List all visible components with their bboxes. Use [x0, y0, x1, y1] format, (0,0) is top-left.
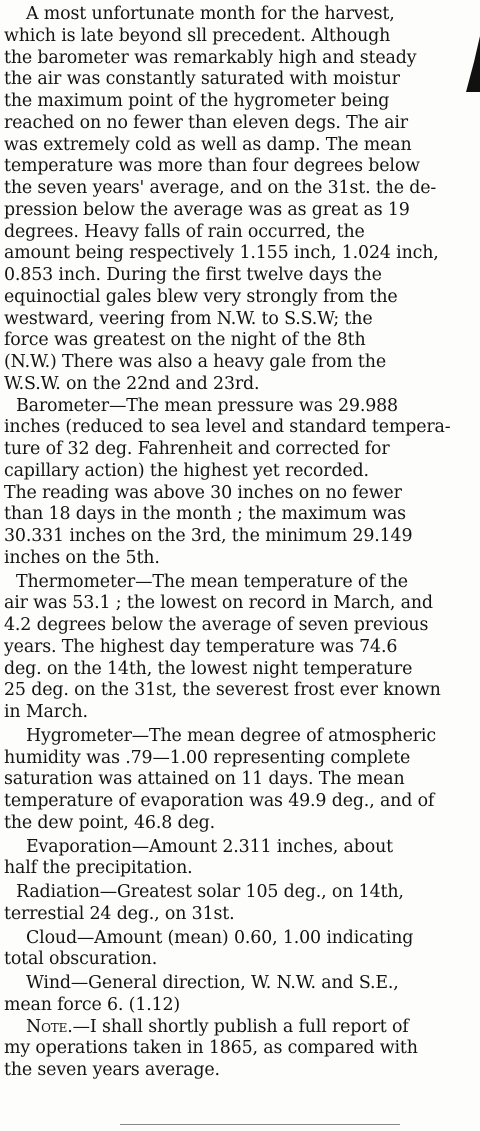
text-line: Thermometer—The mean temperature of the — [16, 571, 408, 592]
text-line: Cloud—Amount (mean) 0.60, 1.00 indicating — [26, 927, 414, 948]
text-line: which is late beyond sll precedent. Although — [4, 25, 391, 46]
text-line: Hygrometer—The mean degree of atmospheric — [26, 725, 436, 746]
text-line: amount being respectively 1.155 inch, 1.024 inch, — [4, 243, 439, 264]
evaporation-paragraph — [4, 837, 474, 881]
text-line: air was 53.1 ; the lowest on record in March, and — [4, 593, 433, 614]
text-line: capillary action) the highest yet recorded. — [4, 460, 369, 481]
text-line: 30.331 inches on the 3rd, the minimum 29.149 — [4, 526, 413, 546]
text-line: ture of 32 deg. Fahrenheit and corrected for — [4, 439, 390, 459]
text-line: The reading was above 30 inches on no fewer — [4, 482, 402, 503]
text-line: pression below the average was as great as 19 — [4, 199, 410, 220]
text-line: the air was constantly saturated with moistur — [4, 69, 400, 90]
text-line: 0.853 inch. During the first twelve days the — [4, 265, 382, 285]
text-line: inches (reduced to sea level and standard tempera- — [4, 417, 451, 438]
note-paragraph — [4, 1017, 474, 1082]
text-line: A most unfortunate month for the harvest, — [26, 4, 395, 24]
text-line: Radiation—Greatest solar 105 deg., on 14th, — [16, 882, 404, 902]
text-line: the seven years' average, and on the 31st. the de- — [4, 178, 437, 198]
note-lead: Note. — [26, 1016, 73, 1037]
end-rule — [120, 1124, 400, 1125]
text-line: half the precipitation. — [4, 858, 193, 879]
intro-paragraph — [4, 4, 474, 396]
text-line: terrestial 24 deg., on 31st. — [4, 903, 235, 924]
text-line: temperature was more than four degrees below — [4, 156, 420, 177]
text-line: westward, veering from N.W. to S.S.W; the — [4, 308, 373, 329]
text-line: saturation was attained on 11 days. The mean — [4, 769, 405, 790]
text-line: degrees. Heavy falls of rain occurred, the — [4, 221, 365, 242]
text-line: total obscuration. — [4, 949, 158, 970]
text-line: reached on no fewer than eleven degs. The air — [4, 112, 408, 133]
text-line: humidity was .79—1.00 representing complete — [4, 747, 411, 768]
text-line: than 18 days in the month ; the maximum was — [4, 504, 406, 525]
text-line: Wind—General direction, W. N.W. and S.E., — [26, 973, 399, 993]
text-line: deg. on the 14th, the lowest night temperature — [4, 658, 413, 679]
barometer-paragraph — [4, 396, 474, 570]
text-line: my operations taken in 1865, as compared with — [4, 1038, 418, 1059]
text-line: temperature of evaporation was 49.9 deg., and of — [4, 791, 435, 811]
wind-paragraph — [4, 973, 474, 1017]
text-line: 4.2 degrees below the average of seven previous — [4, 615, 429, 635]
text-line: years. The highest day temperature was 74.6 — [4, 636, 398, 657]
text-line: Evaporation—Amount 2.311 inches, about — [26, 836, 393, 857]
text-line: the dew point, 46.8 deg. — [4, 812, 215, 833]
text-line: inches on the 5th. — [4, 547, 160, 568]
text-line: Barometer—The mean pressure was 29.988 — [16, 395, 398, 416]
text-line: mean force 6. (1.12) — [4, 994, 181, 1015]
thermometer-paragraph — [4, 572, 474, 724]
article-column — [4, 4, 474, 1082]
note-first-line: —I shall shortly publish a full report of — [72, 1016, 409, 1037]
text-line: the barometer was remarkably high and steady — [4, 47, 417, 68]
text-line: 25 deg. on the 31st, the severest frost ever known — [4, 680, 441, 701]
text-line: W.S.W. on the 22nd and 23rd. — [4, 373, 260, 394]
text-line: equinoctial gales blew very strongly from the — [4, 286, 398, 307]
text-line: the seven years average. — [4, 1060, 220, 1080]
hygrometer-paragraph — [4, 726, 474, 835]
text-line — [4, 1017, 474, 1039]
cloud-paragraph — [4, 928, 474, 972]
text-line: in March. — [4, 702, 88, 722]
text-line: force was greatest on the night of the 8th — [4, 330, 366, 351]
text-line: (N.W.) There was also a heavy gale from the — [4, 352, 386, 372]
radiation-paragraph — [4, 882, 474, 926]
text-line: was extremely cold as well as damp. The mean — [4, 134, 412, 155]
text-line: the maximum point of the hygrometer being — [4, 91, 390, 111]
